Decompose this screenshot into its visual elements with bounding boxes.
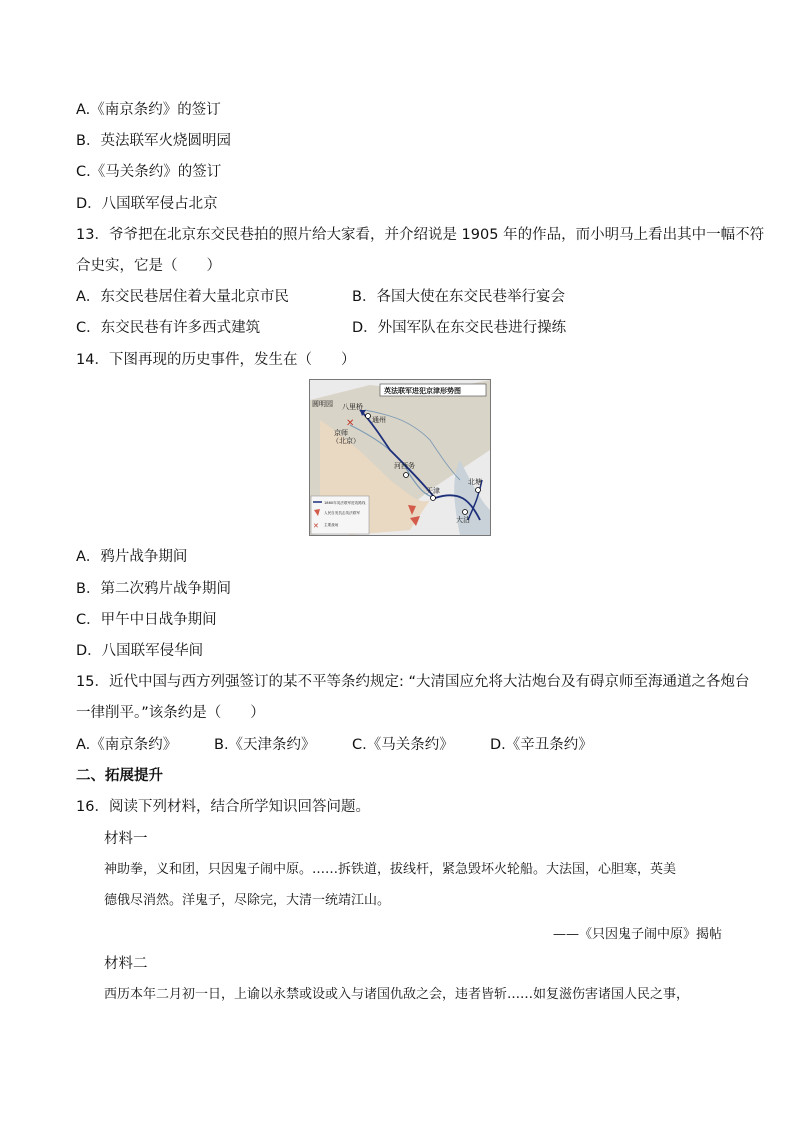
q15-stem-line1: 15．近代中国与西方列强签订的某不平等条约规定: “大清国应允将大沽炮台及有碍京师至海通道之各炮台 bbox=[76, 674, 750, 690]
q13-option-d: D．外国军队在东交民巷进行操练 bbox=[352, 320, 567, 336]
q15-option-c: C.《马关条约》 bbox=[352, 737, 454, 753]
map-legend-resistance: 人民自发抗击英法联军 bbox=[324, 511, 360, 515]
map-label-balqiao: 八里桥 bbox=[342, 403, 363, 411]
map-label-beijing: （北京） bbox=[332, 437, 360, 445]
map-label-beitang: 北塘 bbox=[468, 478, 482, 486]
q14-stem: 14．下图再现的历史事件，发生在（ ） bbox=[76, 352, 356, 368]
q15-stem-line2: 一律削平。”该条约是（ ） bbox=[76, 705, 265, 721]
q14-option-d: D．八国联军侵华间 bbox=[76, 643, 204, 659]
historical-map bbox=[309, 379, 491, 536]
q13-option-b: B．各国大使在东交民巷举行宴会 bbox=[352, 289, 565, 305]
q14-option-a: A．鸦片战争期间 bbox=[76, 549, 188, 565]
q16-stem: 16．阅读下列材料，结合所学知识回答问题。 bbox=[76, 799, 370, 815]
material2-label: 材料二 bbox=[104, 956, 148, 972]
q13-option-a: A．东交民巷居住着大量北京市民 bbox=[76, 289, 289, 305]
map-label-hexiwu: 河西务 bbox=[394, 462, 415, 470]
q14-option-b: B．第二次鸦片战争期间 bbox=[76, 581, 231, 597]
q12-option-a: A.《南京条约》的签订 bbox=[76, 102, 221, 118]
q13-stem-line2: 合史实，它是（ ） bbox=[76, 258, 221, 274]
map-legend-battlefield: 主要战场 bbox=[324, 523, 339, 527]
map-illustration bbox=[310, 380, 490, 535]
material1-line1: 神助拳，义和团，只因鬼子闹中原。……拆铁道，拔线杆，紧急毁坏火轮船。大法国，心胆寒，英美 bbox=[104, 862, 677, 877]
q15-option-d: D.《辛丑条约》 bbox=[490, 737, 593, 753]
map-label-jingshi: 京师 bbox=[334, 429, 348, 437]
svg-text:✕: ✕ bbox=[346, 418, 355, 429]
material1-label: 材料一 bbox=[104, 831, 148, 847]
q12-option-b: B．英法联军火烧圆明园 bbox=[76, 133, 231, 149]
q12-option-c: C.《马关条约》的签订 bbox=[76, 164, 222, 180]
section-heading: 二、拓展提升 bbox=[76, 768, 163, 784]
material2-line1: 西历本年二月初一日，上谕以永禁或设或入与诸国仇敌之会，违者皆斩……如复滋伤害诸国人民之事， bbox=[104, 987, 690, 1002]
map-label-tianjin: 天津 bbox=[426, 487, 440, 495]
q15-option-b: B.《天津条约》 bbox=[214, 737, 316, 753]
q13-option-c: C．东交民巷有许多西式建筑 bbox=[76, 320, 261, 336]
material1-source: ——《只因鬼子闹中原》揭帖 bbox=[552, 927, 722, 942]
q15-option-a: A.《南京条约》 bbox=[76, 737, 178, 753]
map-legend-route: 1860年英法联军进攻路线 bbox=[324, 501, 366, 505]
map-label-dagu: 大沽 bbox=[456, 516, 470, 524]
q13-stem-line1: 13．爷爷把在北京东交民巷拍的照片给大家看，并介绍说是 1905 年的作品，而小明马上看出其中一幅不符 bbox=[76, 227, 765, 243]
map-title: 英法联军进犯京津形势图 bbox=[384, 387, 461, 395]
q14-option-c: C．甲午中日战争期间 bbox=[76, 612, 217, 628]
map-label-yuanmingyuan: 圆明园 bbox=[312, 400, 333, 408]
svg-text:✕: ✕ bbox=[313, 522, 319, 530]
material1-line2: 德俄尽消然。洋鬼子，尽除完，大清一统靖江山。 bbox=[104, 893, 391, 908]
q12-option-d: D．八国联军侵占北京 bbox=[76, 196, 218, 212]
map-label-tongzhou: 通州 bbox=[372, 416, 386, 424]
